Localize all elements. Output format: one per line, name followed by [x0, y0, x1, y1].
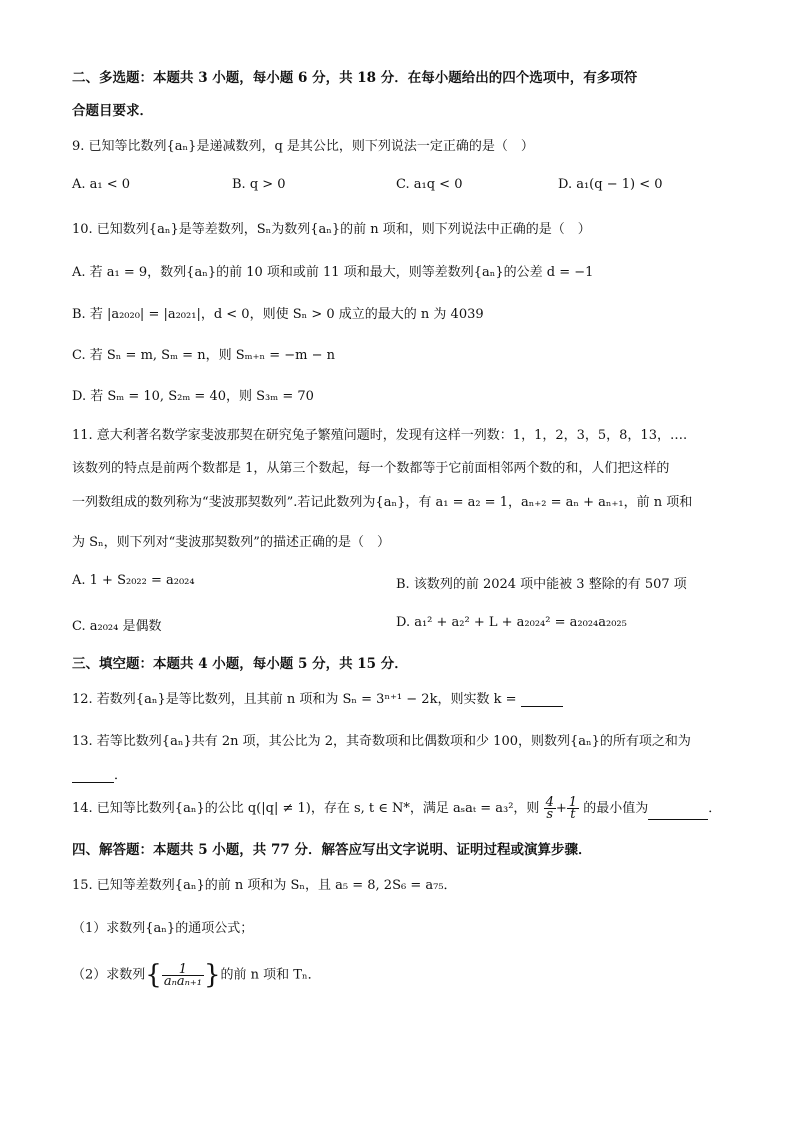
- section-2-title-line1: 二、多选题：本题共 3 小题，每小题 6 分，共 18 分．在每小题给出的四个选项中，有多项符: [72, 70, 638, 86]
- q12-text: 12. 若数列{aₙ}是等比数列，且其前 n 项和为 Sₙ = 3ⁿ⁺¹ − 2k，则实数 k =: [72, 692, 521, 707]
- q12-answer-blank: [521, 694, 563, 707]
- q15-part-1: （1）求数列{aₙ}的通项公式；: [72, 921, 254, 936]
- q11-option-d: D. a₁² + a₂² + L + a₂₀₂₄² = a₂₀₂₄a₂₀₂₅: [396, 615, 627, 630]
- q11-line1: 11. 意大利著名数学家斐波那契在研究兔子繁殖问题时，发现有这样一列数：1，1，2，3，5，8，13，….: [72, 428, 688, 443]
- q11-line3: 一列数组成的数列称为“斐波那契数列”.若记此数列为{aₙ}，有 a₁ = a₂ = 1，aₙ₊₂ = aₙ + aₙ₊₁，前 n 项和: [72, 495, 693, 510]
- q10-option-a: A. 若 a₁ = 9，数列{aₙ}的前 10 项和或前 11 项和最大，则等差数列{aₙ}的公差 d = −1: [72, 265, 594, 280]
- q14-fraction-4-over-s: $\frac{4}{s}$: [545, 795, 554, 822]
- q9-option-a: A. a₁ < 0: [72, 177, 131, 192]
- q15-part-2-post: 的前 n 项和 Tₙ．: [220, 967, 321, 983]
- q10-stem: 10. 已知数列{aₙ}是等差数列，Sₙ为数列{aₙ}的前 n 项和，则下列说法中正确的是（ ）: [72, 222, 591, 237]
- q12-line: [72, 688, 563, 707]
- q14-plus: +: [555, 801, 567, 816]
- q10-option-c: C. 若 Sₙ = m, Sₘ = n，则 Sₘ₊ₙ = −m − n: [72, 348, 335, 363]
- q10-option-d: D. 若 Sₘ = 10, S₂ₘ = 40，则 S₃ₘ = 70: [72, 389, 314, 404]
- q15-part-2: [72, 960, 321, 990]
- q14-post: 的最小值为: [583, 801, 649, 816]
- q14-tail: ．: [708, 801, 722, 816]
- q11-option-b: B. 该数列的前 2024 项中能被 3 整除的有 507 项: [396, 577, 687, 592]
- q9-option-c: C. a₁q < 0: [396, 177, 463, 192]
- q14-pre: 14. 已知等比数列{aₙ}的公比 q(|q| ≠ 1)，存在 s, t ∈ N*，满足 aₛaₜ = a₃²，则: [72, 801, 540, 816]
- q14-answer-blank: [648, 807, 708, 820]
- q9-option-b: B. q > 0: [232, 177, 286, 192]
- q9-option-d: D. a₁(q − 1) < 0: [558, 177, 663, 192]
- q13-line1: 13. 若等比数列{aₙ}共有 2n 项，其公比为 2，其奇数项和比偶数项和少 100，则数列{aₙ}的所有项之和为: [72, 734, 691, 749]
- section-3-title: 三、填空题：本题共 4 小题，每小题 5 分，共 15 分．: [72, 656, 408, 672]
- section-4-title: 四、解答题：本题共 5 小题，共 77 分．解答应写出文字说明、证明过程或演算步骤．: [72, 842, 592, 858]
- q11-option-c: C. a₂₀₂₄ 是偶数: [72, 619, 162, 634]
- q15-fraction: $\frac{1}{\text{aₙaₙ₊₁}}$: [163, 961, 202, 989]
- q10-option-b: B. 若 |a₂₀₂₀| = |a₂₀₂₁|，d < 0，则使 Sₙ > 0 成立的最大的 n 为 4039: [72, 307, 484, 322]
- q11-option-a: A. 1 + S₂₀₂₂ = a₂₀₂₄: [72, 573, 195, 588]
- q15-part-2-pre: （2）求数列: [72, 967, 146, 983]
- right-brace: }: [203, 960, 221, 990]
- q11-line2: 该数列的特点是前两个数都是 1，从第三个数起，每一个数都等于它前面相邻两个数的和，人们把这样的: [72, 461, 670, 476]
- q15-stem: 15. 已知等差数列{aₙ}的前 n 项和为 Sₙ，且 a₅ = 8, 2S₆ = a₇₅．: [72, 878, 457, 893]
- q13-answer-blank: [72, 770, 114, 783]
- q9-stem: 9. 已知等比数列{aₙ}是递减数列，q 是其公比，则下列说法一定正确的是（ ）: [72, 139, 534, 154]
- q14-fraction-1-over-t: $\frac{1}{t}$: [568, 795, 578, 822]
- section-2-title-line2: 合题目要求．: [72, 103, 153, 119]
- q11-line4: 为 Sₙ，则下列对“斐波那契数列”的描述正确的是（ ）: [72, 535, 390, 550]
- q14-line: [72, 797, 721, 820]
- q13-line2: [72, 764, 127, 783]
- left-brace: {: [145, 960, 162, 990]
- q13-tail: ．: [114, 768, 128, 783]
